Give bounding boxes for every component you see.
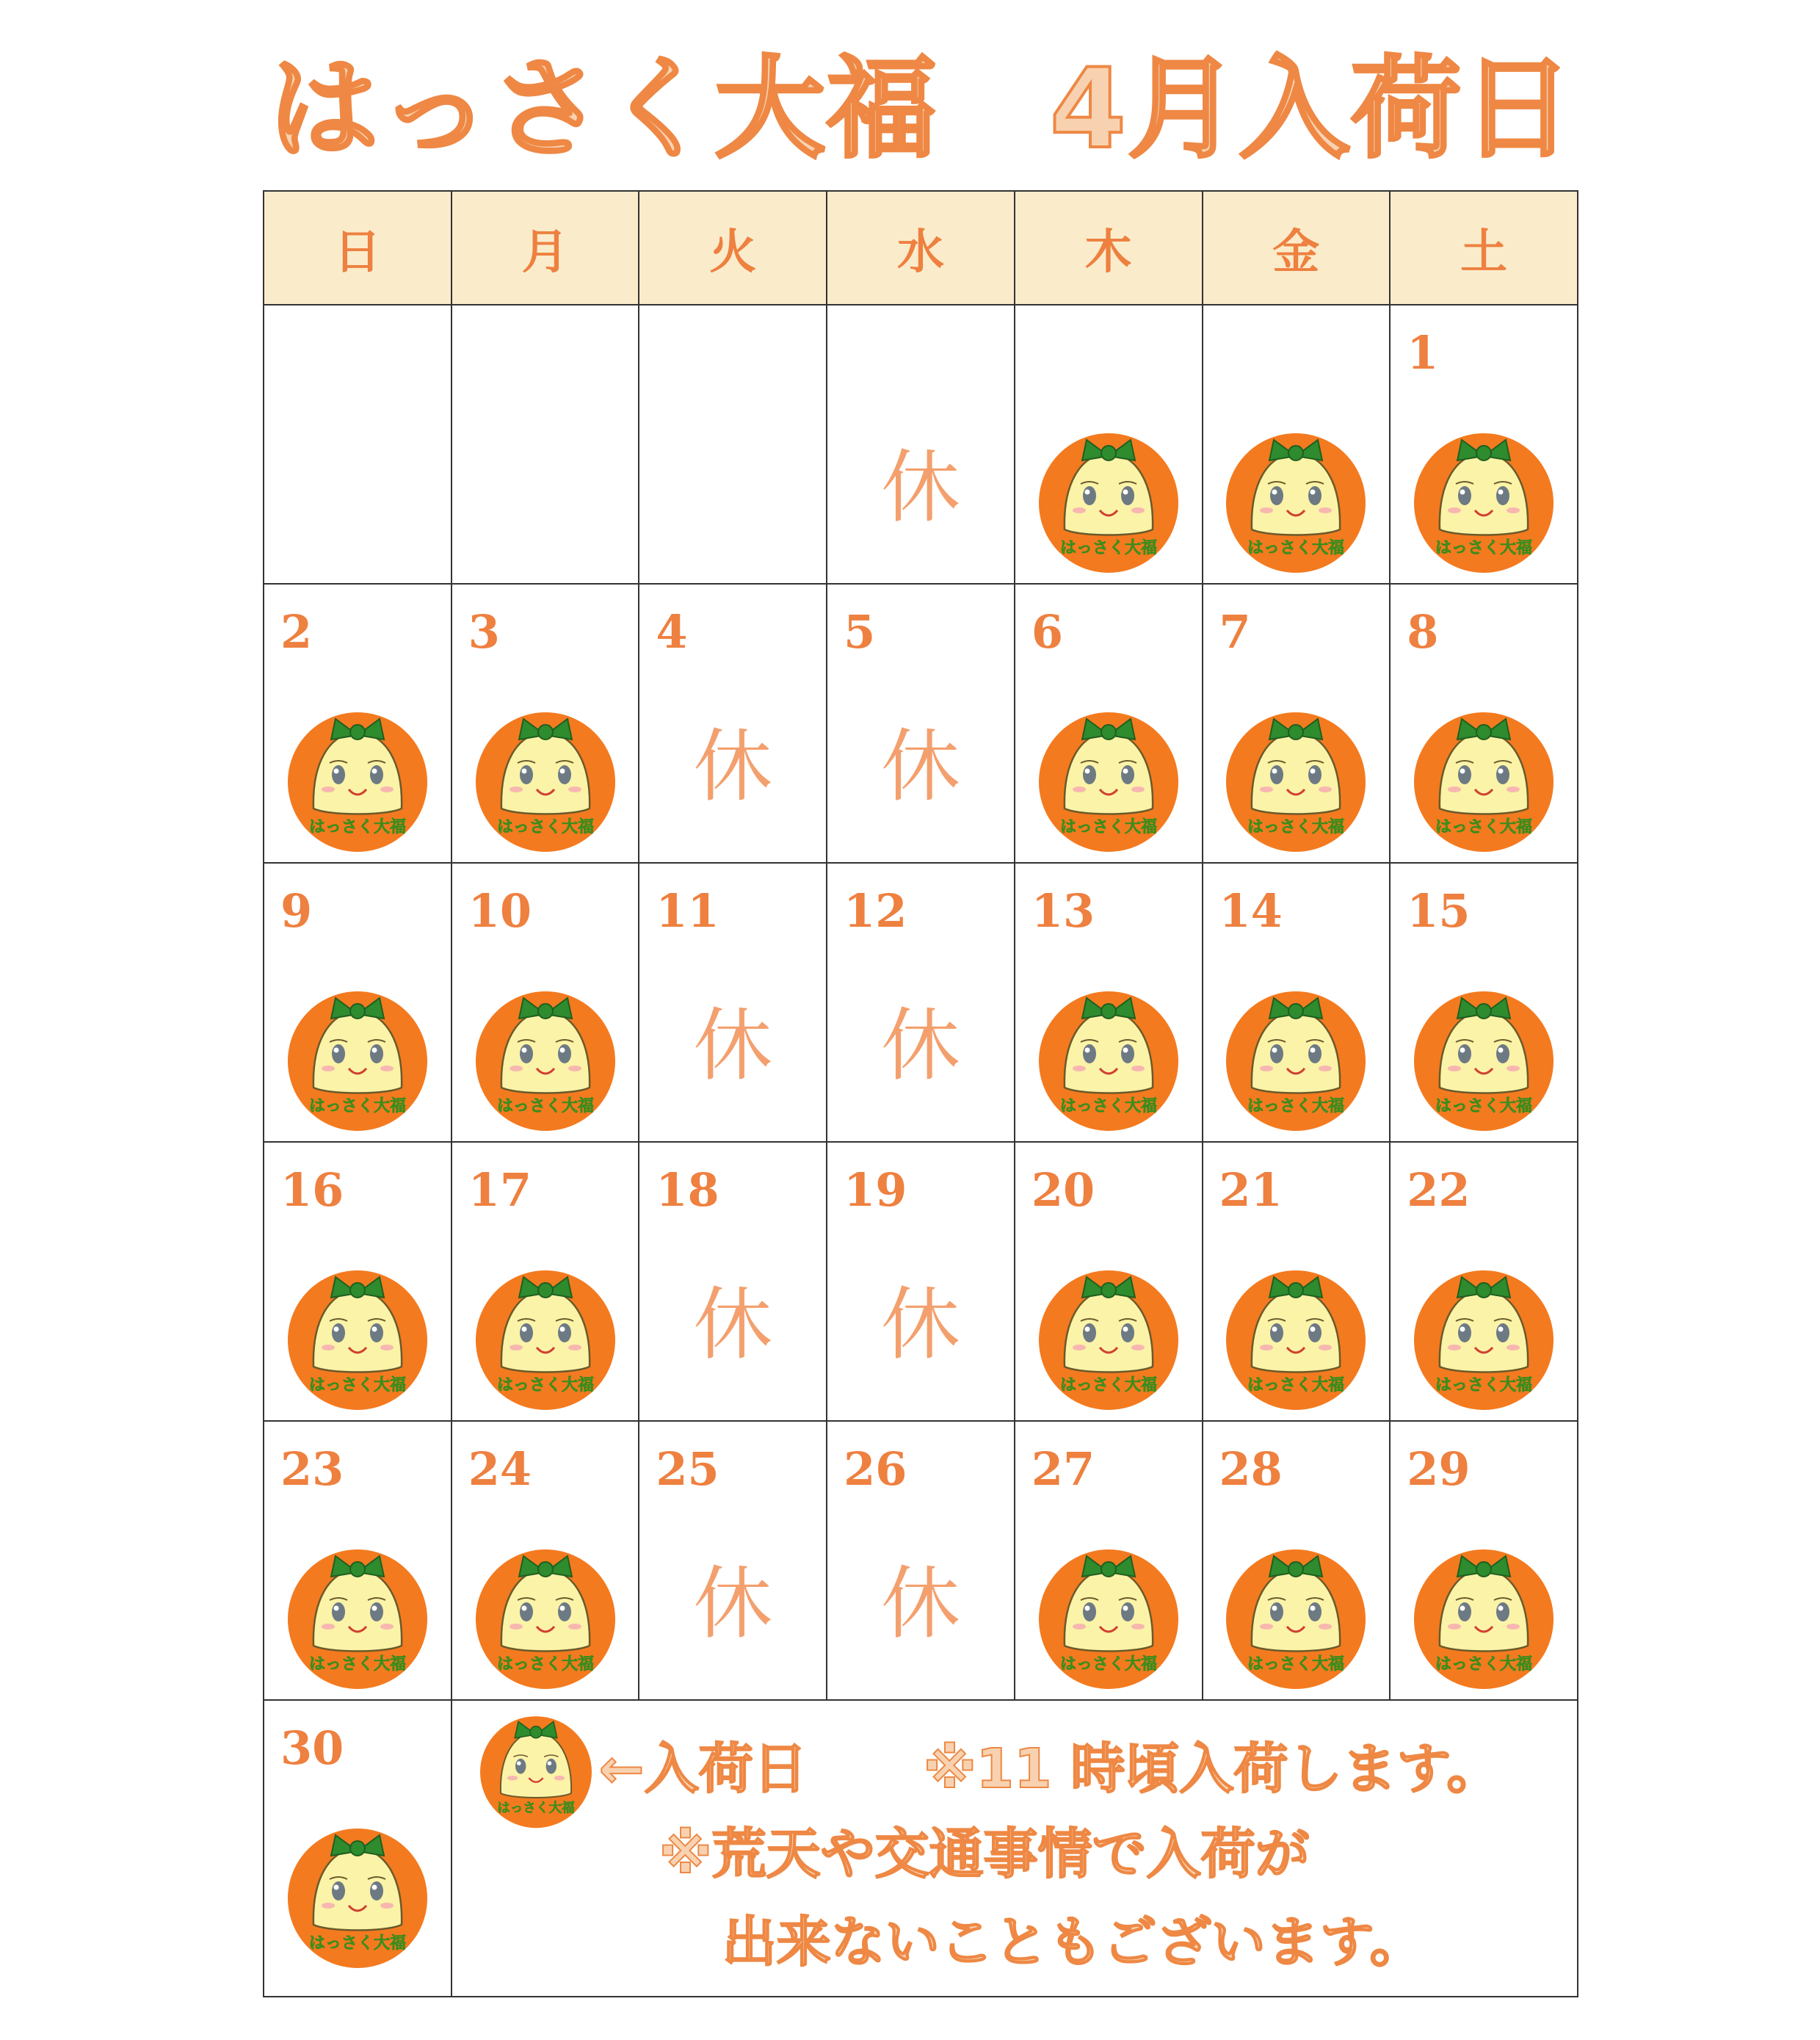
legend-note-line1: ※荒天や交通事情で入荷が — [659, 1823, 1310, 1886]
weekday-sunday: 日 — [264, 191, 452, 305]
calendar-day-cell — [264, 1700, 452, 1997]
mascot-badge-text: はっさく大福 — [1435, 818, 1533, 836]
calendar-day-cell — [1390, 305, 1578, 584]
mascot-badge-text: はっさく大福 — [1247, 1655, 1345, 1674]
calendar-day-cell — [639, 305, 827, 584]
arrival-mascot-icon — [472, 706, 619, 853]
weekday-wednesday: 水 — [827, 191, 1015, 305]
calendar-week-row — [264, 1421, 1578, 1700]
day-number: 3 — [468, 605, 500, 659]
arrival-mascot-icon — [284, 1264, 431, 1411]
mascot-badge-text: はっさく大福 — [1435, 539, 1533, 557]
closed-label: 休 — [880, 1279, 960, 1371]
day-number: 17 — [468, 1163, 532, 1217]
day-number: 22 — [1407, 1163, 1471, 1217]
day-number: 25 — [656, 1442, 719, 1496]
mascot-badge-text: はっさく大福 — [1435, 1097, 1533, 1115]
arrival-mascot-icon — [1035, 1543, 1182, 1690]
day-number: 16 — [280, 1163, 344, 1217]
calendar-day-cell — [1390, 863, 1578, 1142]
day-number: 27 — [1031, 1442, 1095, 1496]
arrival-mascot-icon — [1410, 985, 1557, 1132]
calendar-day-cell — [1015, 584, 1203, 863]
day-number: 12 — [844, 884, 907, 938]
mascot-badge-text: はっさく大福 — [1059, 1655, 1157, 1674]
closed-label: 休 — [880, 1000, 960, 1092]
closed-label: 休 — [693, 1279, 773, 1371]
weekday-thursday: 木 — [1015, 191, 1203, 305]
arrival-mascot-icon — [1410, 1264, 1557, 1411]
calendar-week-row — [264, 305, 1578, 584]
mascot-badge-text: はっさく大福 — [496, 1655, 594, 1674]
calendar-week-row — [264, 863, 1578, 1142]
calendar-day-cell — [639, 863, 827, 1142]
calendar-day-cell — [1015, 1142, 1203, 1421]
day-number: 7 — [1219, 605, 1251, 659]
arrival-mascot-icon — [1410, 1543, 1557, 1690]
mascot-badge-text: はっさく大福 — [308, 1097, 406, 1115]
arrival-mascot-icon — [1222, 985, 1369, 1132]
calendar-day-cell — [639, 584, 827, 863]
mascot-badge-text: はっさく大福 — [496, 818, 594, 836]
arrival-mascot-icon — [1222, 1543, 1369, 1690]
page-title: はっさく大福 4月入荷日 — [268, 46, 1575, 173]
day-number: 4 — [656, 605, 688, 659]
mascot-badge-text: はっさく大福 — [1247, 818, 1345, 836]
calendar-day-cell — [452, 863, 639, 1142]
day-number: 20 — [1031, 1163, 1095, 1217]
calendar-day-cell — [639, 1421, 827, 1700]
mascot-badge-text: はっさく大福 — [496, 1376, 594, 1395]
day-number: 24 — [468, 1442, 532, 1496]
weekday-header-row — [264, 191, 1578, 305]
calendar-week-row — [264, 1142, 1578, 1421]
closed-label: 休 — [880, 442, 960, 534]
arrival-mascot-icon — [1222, 1264, 1369, 1411]
calendar-body — [264, 305, 1578, 1997]
day-number: 29 — [1407, 1442, 1471, 1496]
calendar-day-cell — [264, 863, 452, 1142]
mascot-badge-text: はっさく大福 — [308, 1376, 406, 1395]
closed-label: 休 — [880, 721, 960, 813]
calendar-day-cell — [452, 584, 639, 863]
arrival-mascot-icon — [284, 985, 431, 1132]
calendar-day-cell — [827, 863, 1015, 1142]
legend-cell — [452, 1700, 1578, 1997]
mascot-badge-text: はっさく大福 — [1059, 818, 1157, 836]
mascot-badge-text: はっさく大福 — [496, 1801, 575, 1816]
day-number: 13 — [1031, 884, 1095, 938]
arrival-mascot-icon — [1410, 706, 1557, 853]
mascot-badge-text: はっさく大福 — [496, 1097, 594, 1115]
day-number: 1 — [1407, 326, 1439, 380]
arrival-mascot-icon — [1410, 427, 1557, 574]
mascot-badge-text: はっさく大福 — [1435, 1376, 1533, 1395]
arrival-mascot-icon — [1222, 427, 1369, 574]
calendar-day-cell — [1390, 1421, 1578, 1700]
legend-mascot-icon — [477, 1711, 595, 1829]
legend-time-note: ※11 時頃入荷します。 — [923, 1737, 1501, 1801]
weekday-tuesday: 火 — [639, 191, 827, 305]
mascot-badge-text: はっさく大福 — [1059, 539, 1157, 557]
calendar-day-cell — [827, 1421, 1015, 1700]
calendar-day-cell — [1390, 584, 1578, 863]
calendar-day-cell — [1015, 305, 1203, 584]
calendar-day-cell — [264, 1421, 452, 1700]
arrival-mascot-icon — [472, 985, 619, 1132]
calendar-day-cell — [452, 305, 639, 584]
calendar-day-cell — [1203, 305, 1391, 584]
calendar-day-cell — [452, 1142, 639, 1421]
arrival-mascot-icon — [1035, 985, 1182, 1132]
closed-label: 休 — [693, 1558, 773, 1650]
arrival-mascot-icon — [1035, 1264, 1182, 1411]
weekday-monday: 月 — [452, 191, 639, 305]
calendar-day-cell — [827, 1142, 1015, 1421]
day-number: 11 — [656, 884, 719, 938]
calendar-week-row — [264, 1700, 1578, 1997]
calendar-day-cell — [827, 305, 1015, 584]
weekday-saturday: 土 — [1390, 191, 1578, 305]
closed-label: 休 — [880, 1558, 960, 1650]
arrival-mascot-icon — [472, 1264, 619, 1411]
mascot-badge-text: はっさく大福 — [1247, 1097, 1345, 1115]
calendar-table — [263, 190, 1578, 1997]
calendar-day-cell — [1015, 863, 1203, 1142]
calendar-day-cell — [639, 1142, 827, 1421]
arrival-mascot-icon — [284, 706, 431, 853]
calendar-day-cell — [1015, 1421, 1203, 1700]
weekday-friday: 金 — [1203, 191, 1391, 305]
closed-label: 休 — [693, 1000, 773, 1092]
calendar-day-cell — [1203, 1142, 1391, 1421]
mascot-badge-text: はっさく大福 — [308, 1655, 406, 1674]
arrival-mascot-icon — [1035, 706, 1182, 853]
day-number: 19 — [844, 1163, 907, 1217]
calendar-day-cell — [264, 305, 452, 584]
closed-label: 休 — [693, 721, 773, 813]
day-number: 30 — [280, 1721, 344, 1775]
calendar-day-cell — [1390, 1142, 1578, 1421]
day-number: 15 — [1407, 884, 1471, 938]
mascot-badge-text: はっさく大福 — [1435, 1655, 1533, 1674]
arrival-mascot-icon — [1222, 706, 1369, 853]
calendar-day-cell — [827, 584, 1015, 863]
day-number: 26 — [844, 1442, 907, 1496]
arrival-mascot-icon — [472, 1543, 619, 1690]
day-number: 2 — [280, 605, 313, 659]
legend-note-line2: 出来ないこともございます。 — [722, 1911, 1424, 1974]
calendar-day-cell — [264, 584, 452, 863]
legend-arrival-label: ←入荷日 — [598, 1737, 808, 1801]
calendar-day-cell — [452, 1421, 639, 1700]
arrival-mascot-icon — [284, 1822, 431, 1969]
arrival-mascot-icon — [284, 1543, 431, 1690]
arrival-mascot-icon — [1035, 427, 1182, 574]
mascot-badge-text: はっさく大福 — [308, 818, 406, 836]
calendar-day-cell — [264, 1142, 452, 1421]
calendar-week-row — [264, 584, 1578, 863]
day-number: 28 — [1219, 1442, 1283, 1496]
day-number: 18 — [656, 1163, 719, 1217]
day-number: 9 — [280, 884, 313, 938]
calendar-day-cell — [1203, 584, 1391, 863]
mascot-badge-text: はっさく大福 — [308, 1934, 406, 1953]
day-number: 6 — [1031, 605, 1063, 659]
mascot-badge-text: はっさく大福 — [1247, 1376, 1345, 1395]
mascot-badge-text: はっさく大福 — [1059, 1376, 1157, 1395]
day-number: 10 — [468, 884, 532, 938]
calendar-day-cell — [1203, 863, 1391, 1142]
mascot-badge-text: はっさく大福 — [1059, 1097, 1157, 1115]
mascot-badge-text: はっさく大福 — [1247, 539, 1345, 557]
day-number: 8 — [1407, 605, 1439, 659]
day-number: 14 — [1219, 884, 1283, 938]
day-number: 21 — [1219, 1163, 1283, 1217]
calendar-day-cell — [1203, 1421, 1391, 1700]
day-number: 23 — [280, 1442, 344, 1496]
day-number: 5 — [844, 605, 876, 659]
